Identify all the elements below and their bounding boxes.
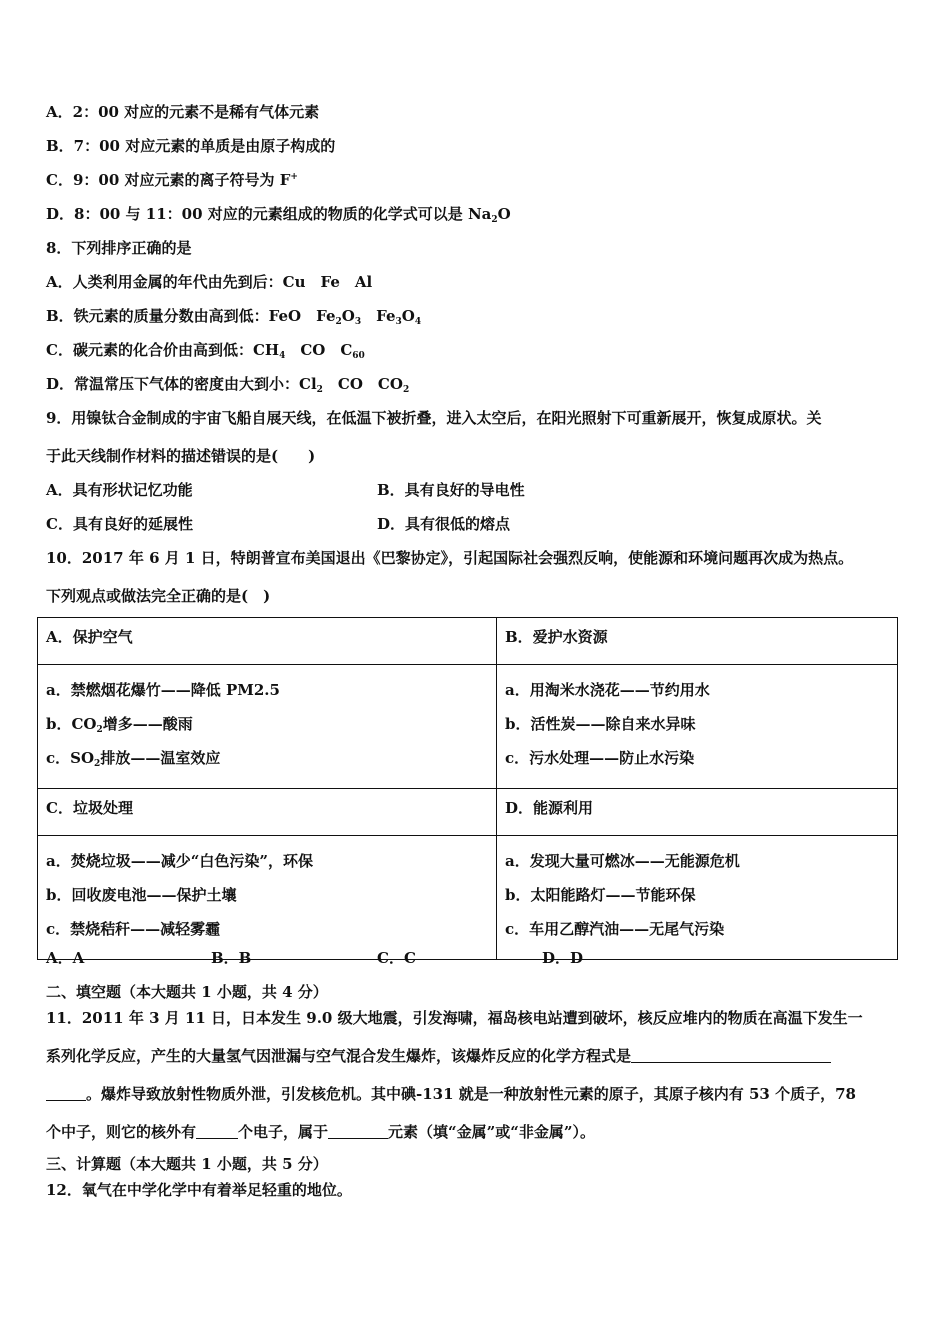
list-item: a．焚烧垃圾——减少“白色污染”，环保: [46, 852, 313, 870]
section3-title: 三、计算题（本大题共 1 小题，共 5 分）: [46, 1155, 328, 1173]
answer-blank-equation[interactable]: [631, 1047, 831, 1063]
list-item: c．污水处理——防止水污染: [505, 749, 695, 767]
q7-option-c: C．9：00 对应元素的离子符号为 F+: [46, 171, 298, 189]
list-item: a．发现大量可燃冰——无能源危机: [505, 852, 740, 870]
q10-option-b: B．B: [211, 949, 252, 967]
q11-line1: 11．2011 年 3 月 11 日，日本发生 9.0 级大地震，引发海啸，福岛核电站遭到破坏，核反应堆内的物质在高温下发生一: [46, 1009, 863, 1027]
table-cell-b-body: [497, 665, 898, 789]
q11-line4: 个中子，则它的核外有 个电子，属于 元素（填“金属”或“非金属”）。: [46, 1123, 596, 1141]
q7-option-a: A．2：00 对应的元素不是稀有气体元素: [46, 103, 320, 121]
list-item: c．$SO_2$排放——温室效应: [46, 749, 221, 769]
answer-blank-electrons[interactable]: [196, 1123, 238, 1139]
q10-option-a: A．A: [46, 949, 85, 967]
q10-stem-line2: 下列观点或做法完全正确的是( ): [46, 587, 271, 605]
answer-blank-element-type[interactable]: [328, 1123, 388, 1139]
q7-option-d: D．8：00 与 11：00 对应的元素组成的物质的化学式可以是 $Na_2O$: [46, 205, 511, 225]
q11-line3: 。爆炸导致放射性物质外泄，引发核危机。其中碘-131 就是一种放射性元素的原子，其原子核内有 53 个质子，78: [46, 1084, 856, 1104]
q9-stem-line2: 于此天线制作材料的描述错误的是( ): [46, 447, 316, 465]
q9-stem-line1: 9．用镍钛合金制成的宇宙飞船自展天线，在低温下被折叠，进入太空后，在阳光照射下可重新展开，恢复成原状。关: [46, 409, 822, 427]
list-item: b．活性炭——除自来水异味: [505, 715, 696, 733]
list-item: a．禁燃烟花爆竹——降低 PM2.5: [46, 681, 280, 699]
q7-option-b: B．7：00 对应元素的单质是由原子构成的: [46, 137, 336, 155]
q10-option-d: D．D: [542, 949, 584, 967]
list-item: c．禁烧秸秆——减轻雾霾: [46, 920, 221, 938]
answer-blank-equation-end[interactable]: [46, 1085, 86, 1101]
q9-option-b: B．具有良好的导电性: [377, 481, 525, 499]
table-cell-c-body: [38, 836, 497, 960]
table-cell-b-head: B．爱护水资源: [497, 618, 898, 665]
list-item: b．$CO_2$增多——酸雨: [46, 715, 193, 735]
q9-option-c: C．具有良好的延展性: [46, 515, 193, 533]
q8-option-b: B．铁元素的质量分数由高到低：FeO $Fe_2O_3$ $Fe_3O_4$: [46, 307, 422, 327]
list-item: b．回收废电池——保护土壤: [46, 886, 237, 904]
list-item: c．车用乙醇汽油——无尾气污染: [505, 920, 725, 938]
q10-option-c: C．C: [377, 949, 416, 967]
q10-options-table: [37, 617, 898, 960]
q9-option-d: D．具有很低的熔点: [377, 515, 511, 533]
list-item: b．太阳能路灯——节能环保: [505, 886, 696, 904]
list-item: a．用淘米水浇花——节约用水: [505, 681, 710, 699]
q8-option-a: A．人类利用金属的年代由先到后：Cu Fe Al: [46, 273, 373, 291]
table-cell-a-head: A．保护空气: [38, 618, 497, 665]
q8-stem: 8．下列排序正确的是: [46, 239, 192, 257]
q11-line2: 系列化学反应，产生的大量氢气因泄漏与空气混合发生爆炸，该爆炸反应的化学方程式是: [46, 1046, 831, 1066]
q10-stem-line1: 10．2017 年 6 月 1 日，特朗普宣布美国退出《巴黎协定》，引起国际社会强烈反响，使能源和环境问题再次成为热点。: [46, 549, 854, 567]
q12-stem: 12．氧气在中学化学中有着举足轻重的地位。: [46, 1181, 352, 1199]
table-cell-a-body: [38, 665, 497, 789]
table-cell-d-body: [497, 836, 898, 960]
table-cell-c-head: C．垃圾处理: [38, 789, 497, 836]
table-cell-d-head: D．能源利用: [497, 789, 898, 836]
q9-option-a: A．具有形状记忆功能: [46, 481, 193, 499]
q8-option-d: D．常温常压下气体的密度由大到小：$Cl_2$ CO $CO_2$: [46, 375, 410, 395]
section2-title: 二、填空题（本大题共 1 小题，共 4 分）: [46, 983, 328, 1001]
q8-option-c: C．碳元素的化合价由高到低：$CH_4$ CO $C_{60}$: [46, 341, 365, 361]
